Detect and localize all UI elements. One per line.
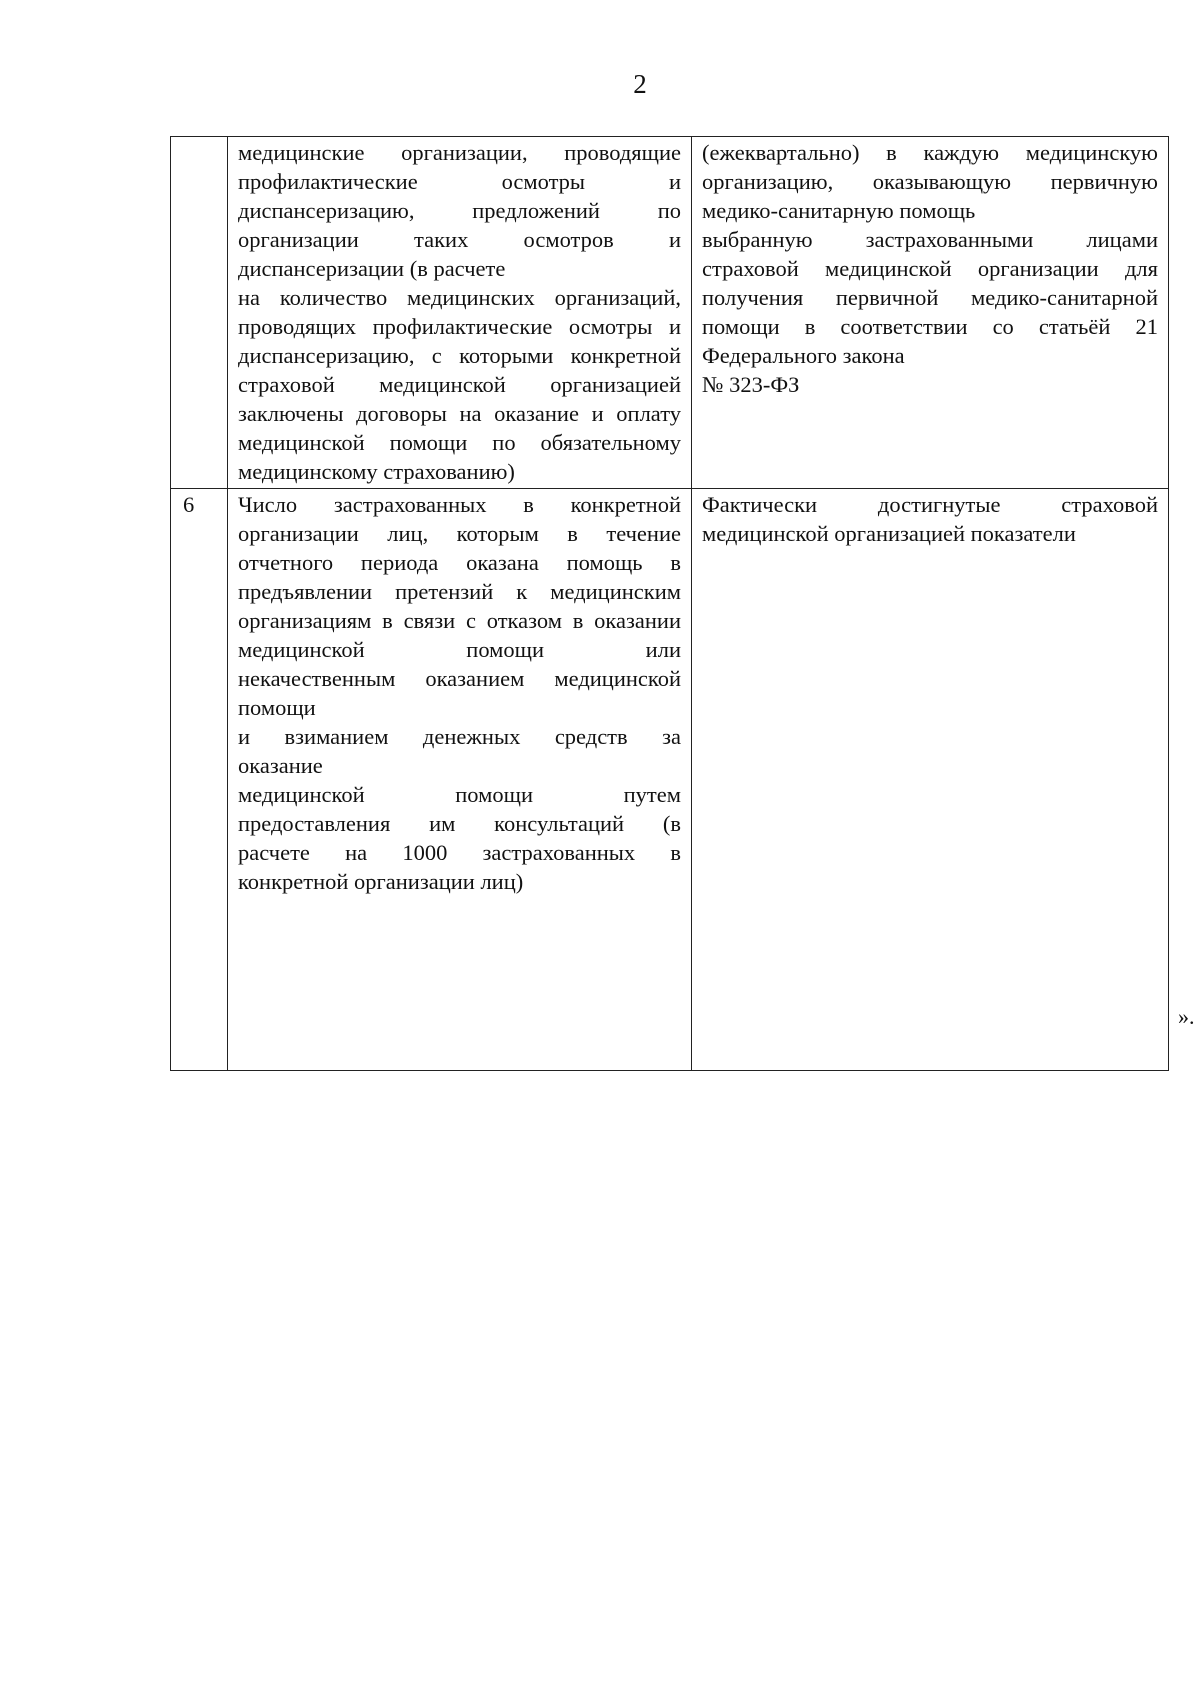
text-line: профилактические осмотры и — [238, 169, 681, 194]
table-row — [171, 137, 1169, 489]
text-line: конкретной организации лиц) — [238, 869, 524, 894]
text-line: (ежеквартально) в каждую медицинскую — [702, 140, 1158, 165]
text-line: страховой медицинской организации для — [702, 256, 1158, 281]
text-line: организациям в связи с отказом в оказании — [238, 608, 681, 633]
text-line: оказание — [238, 753, 323, 778]
source-text — [702, 138, 1158, 399]
text-line: получения первичной медико-санитарной — [702, 285, 1158, 310]
text-line: помощи — [238, 695, 316, 720]
text-line: расчете на 1000 застрахованных в — [238, 840, 681, 865]
row-number-cell: 6 — [171, 489, 228, 1071]
text-line: организации лиц, которым в течение — [238, 521, 681, 546]
text-line: медицинской помощи путем — [238, 782, 681, 807]
source-text — [702, 490, 1158, 548]
text-line: медицинской помощи по обязательному — [238, 430, 681, 455]
text-line: диспансеризацию, предложений по — [238, 198, 681, 223]
indicator-text — [238, 490, 681, 896]
text-line: организацию, оказывающую первичную — [702, 169, 1158, 194]
text-line: предъявлении претензий к медицинским — [238, 579, 681, 604]
indicators-table — [170, 136, 1169, 1071]
text-line: организации таких осмотров и — [238, 227, 681, 252]
text-line: медицинские организации, проводящие — [238, 140, 681, 165]
text-line: медико-санитарную помощь — [702, 198, 976, 223]
indicator-text — [238, 138, 681, 486]
text-line: медицинской организацией показатели — [702, 521, 1076, 546]
closing-quote-mark: ». — [1178, 1004, 1195, 1029]
text-line: Фактически достигнутые страховой — [702, 492, 1158, 517]
indicator-cell — [228, 137, 692, 489]
text-line: диспансеризации (в расчете — [238, 256, 506, 281]
text-line: помощи в соответствии со статьёй 21 — [702, 314, 1158, 339]
text-line: медицинскому страхованию) — [238, 459, 515, 484]
text-line: предоставления им консультаций (в — [238, 811, 681, 836]
page-number: 2 — [633, 69, 647, 99]
text-line: № 323-ФЗ — [702, 372, 800, 397]
text-line: Федерального закона — [702, 343, 905, 368]
text-line: выбранную застрахованными лицами — [702, 227, 1158, 252]
text-line: страховой медицинской организацией — [238, 372, 681, 397]
text-line: заключены договоры на оказание и оплату — [238, 401, 681, 426]
text-line: диспансеризацию, с которыми конкретной — [238, 343, 681, 368]
source-cell — [692, 489, 1169, 1071]
text-line: некачественным оказанием медицинской — [238, 666, 681, 691]
text-line: и взиманием денежных средств за — [238, 724, 681, 749]
text-line: медицинской помощи или — [238, 637, 681, 662]
text-line: на количество медицинских организаций, — [238, 285, 681, 310]
source-cell — [692, 137, 1169, 489]
row-number-cell — [171, 137, 228, 489]
text-line: проводящих профилактические осмотры и — [238, 314, 681, 339]
text-line: отчетного периода оказана помощь в — [238, 550, 681, 575]
indicator-cell — [228, 489, 692, 1071]
table-row — [171, 489, 1169, 1071]
text-line: Число застрахованных в конкретной — [238, 492, 681, 517]
